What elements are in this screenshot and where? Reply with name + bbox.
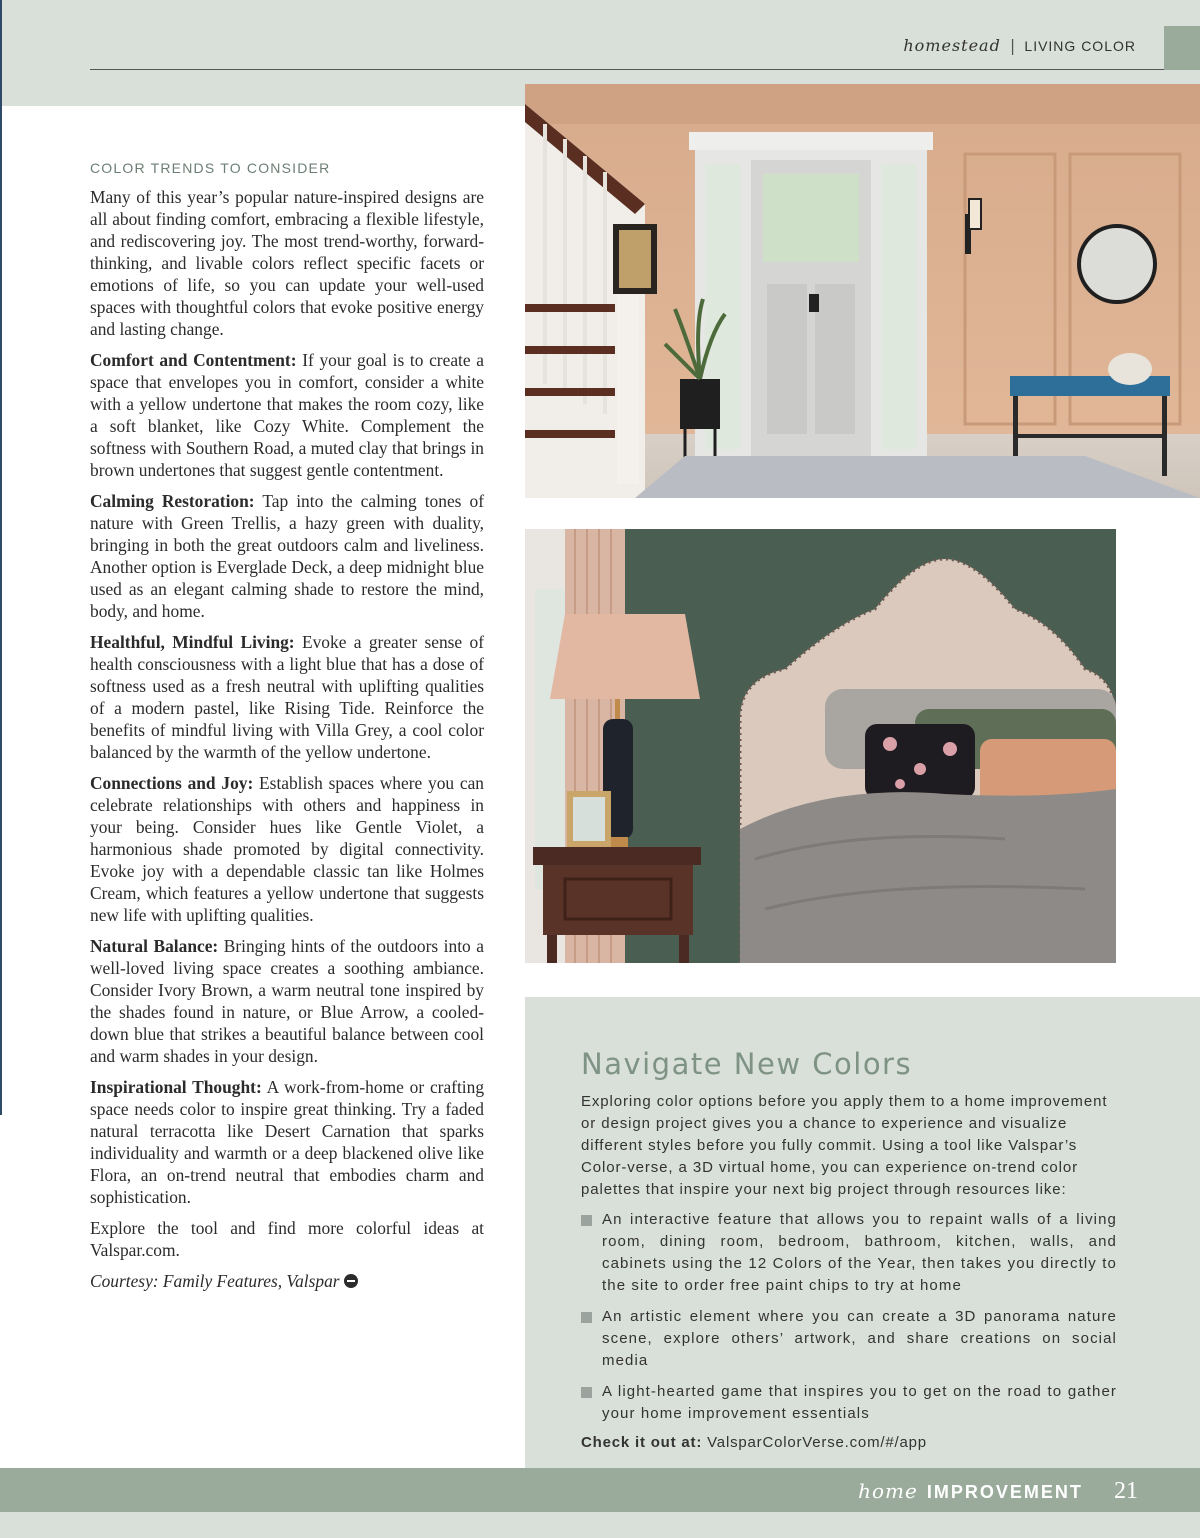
running-header <box>903 36 1136 55</box>
magazine-name: homestead <box>903 36 1001 55</box>
section-heading: Connections and Joy: <box>90 773 254 793</box>
article-section <box>90 490 484 622</box>
list-item-text: A light-hearted game that inspires you to get on the road to gather your home improvement essentials <box>602 1383 1117 1422</box>
article-section <box>90 631 484 763</box>
footer-home: home <box>858 1479 918 1503</box>
section-heading: Comfort and Contentment: <box>90 350 297 370</box>
section-heading: Natural Balance: <box>90 936 219 956</box>
section-body: Tap into the calming tones of nature with Green Trellis, a hazy green with duality, bringing in both the great outdoors calm and liveliness. Another option is Everglade Deck, a deep midnight blue used as an elegant calming shade to restore the mind, body, and home. <box>90 491 484 621</box>
square-bullet-icon <box>581 1215 592 1226</box>
square-bullet-icon <box>581 1387 592 1398</box>
list-item-text: An artistic element where you can create a 3D panorama nature scene, explore others’ artwork, and share creations on social media <box>602 1308 1117 1369</box>
section-heading: Healthful, Mindful Living: <box>90 632 295 652</box>
footer-under-band <box>525 1512 1200 1538</box>
sidebar-content <box>581 1047 1117 1451</box>
list-item <box>581 1306 1117 1372</box>
sidebar-box <box>525 997 1200 1468</box>
square-bullet-icon <box>581 1312 592 1323</box>
section-body: Bringing hints of the outdoors into a well-loved living space creates a soothing ambiance. Consider Ivory Brown, a warm neutral tone inspired by the shades found in nature, or Blue Arrow, a cooled-down blue that strikes a beautiful balance between cool and warm shades in your design. <box>90 936 484 1066</box>
section-body: A work-from-home or crafting space needs color to inspire great thinking. Try a faded natural terracotta like Desert Carnation that sparks individuality and warmth or a deep blackened olive like Flora, an on-trend neutral that embodies charm and sophistication. <box>90 1077 485 1207</box>
section-heading: Calming Restoration: <box>90 491 255 511</box>
entryway-illustration <box>525 84 1200 498</box>
article <box>90 160 484 1301</box>
section-heading: Inspirational Thought: <box>90 1077 262 1097</box>
article-credit <box>90 1270 484 1292</box>
header-rule <box>90 69 1164 70</box>
running-footer <box>858 1478 1138 1505</box>
check-it-out-line <box>581 1434 1117 1451</box>
check-url[interactable]: ValsparColorVerse.com/#/app <box>707 1434 927 1451</box>
article-section <box>90 772 484 926</box>
check-label: Check it out at: <box>581 1434 703 1451</box>
section-body: Evoke a greater sense of health consciousness with a light blue that has a dose of softness used as a fresh neutral with uplifting qualities of a modern pastel, like Rising Tide. Reinforce the benefits of mindful living with Villa Grey, a cool color balanced by the warmth of the yellow undertone. <box>90 632 484 762</box>
sidebar-title: Navigate New Colors <box>581 1047 913 1081</box>
footer-improvement: IMPROVEMENT <box>926 1482 1083 1502</box>
header-tab <box>1164 26 1200 70</box>
article-intro: Many of this year’s popular nature-inspired designs are all about finding comfort, embracing a flexible lifestyle, and rediscovering joy. The most trend-worthy, forward-thinking, and livable colors reflect specific facets or emotions of life, so you can update your well-used spaces with thoughtful colors that evoke positive energy and lasting change. <box>90 187 484 339</box>
sidebar-intro: Exploring color options before you apply them to a home improvement or design project gives you a chance to experience and visualize different styles before you fully commit. Using a tool like Valspar’s Color-verse, a 3D virtual home, you can experience on-trend color palettes that inspire your next big project through resources like: <box>581 1093 1108 1198</box>
article-kicker: COLOR TRENDS TO CONSIDER <box>90 160 331 176</box>
article-section <box>90 1076 484 1208</box>
section-body: Establish spaces where you can celebrate relationships with others and happiness in your being. Consider hues like Gentle Violet, a harmonious shade promoted by digital connectivity. Evoke joy with a dependable classic tan like Holmes Cream, which features a yellow undertone that suggests new life with uplifting qualities. <box>90 773 484 925</box>
header-separator: | <box>1009 36 1016 55</box>
list-item <box>581 1381 1117 1425</box>
bedroom-photo <box>525 529 1116 963</box>
section-body: If your goal is to create a space that envelopes you in comfort, consider a white with a yellow undertone that makes the room cozy, like a soft blanket, like Cozy White. Complement the softness with Southern Road, a muted clay that brings in brown undertones that suggest gentle contentment. <box>90 350 484 480</box>
bedroom-illustration <box>525 529 1116 963</box>
article-closing: Explore the tool and find more colorful ideas at Valspar.com. <box>90 1218 484 1260</box>
article-section <box>90 349 484 481</box>
page-edge-bar <box>0 0 2 1115</box>
sidebar-list <box>581 1209 1117 1425</box>
section-name: LIVING COLOR <box>1024 38 1136 54</box>
list-item <box>581 1209 1117 1297</box>
article-section <box>90 935 484 1067</box>
credit-text: Courtesy: Family Features, Valspar <box>90 1271 340 1291</box>
entryway-photo <box>525 84 1200 498</box>
list-item-text: An interactive feature that allows you to repaint walls of a living room, dining room, bedroom, bathroom, kitchen, walls, and cabinets using the 12 Colors of the Year, then takes you directly to the site to order free paint chips to try at home <box>602 1211 1117 1294</box>
page-number: 21 <box>1114 1478 1138 1504</box>
end-mark-icon <box>344 1274 358 1288</box>
